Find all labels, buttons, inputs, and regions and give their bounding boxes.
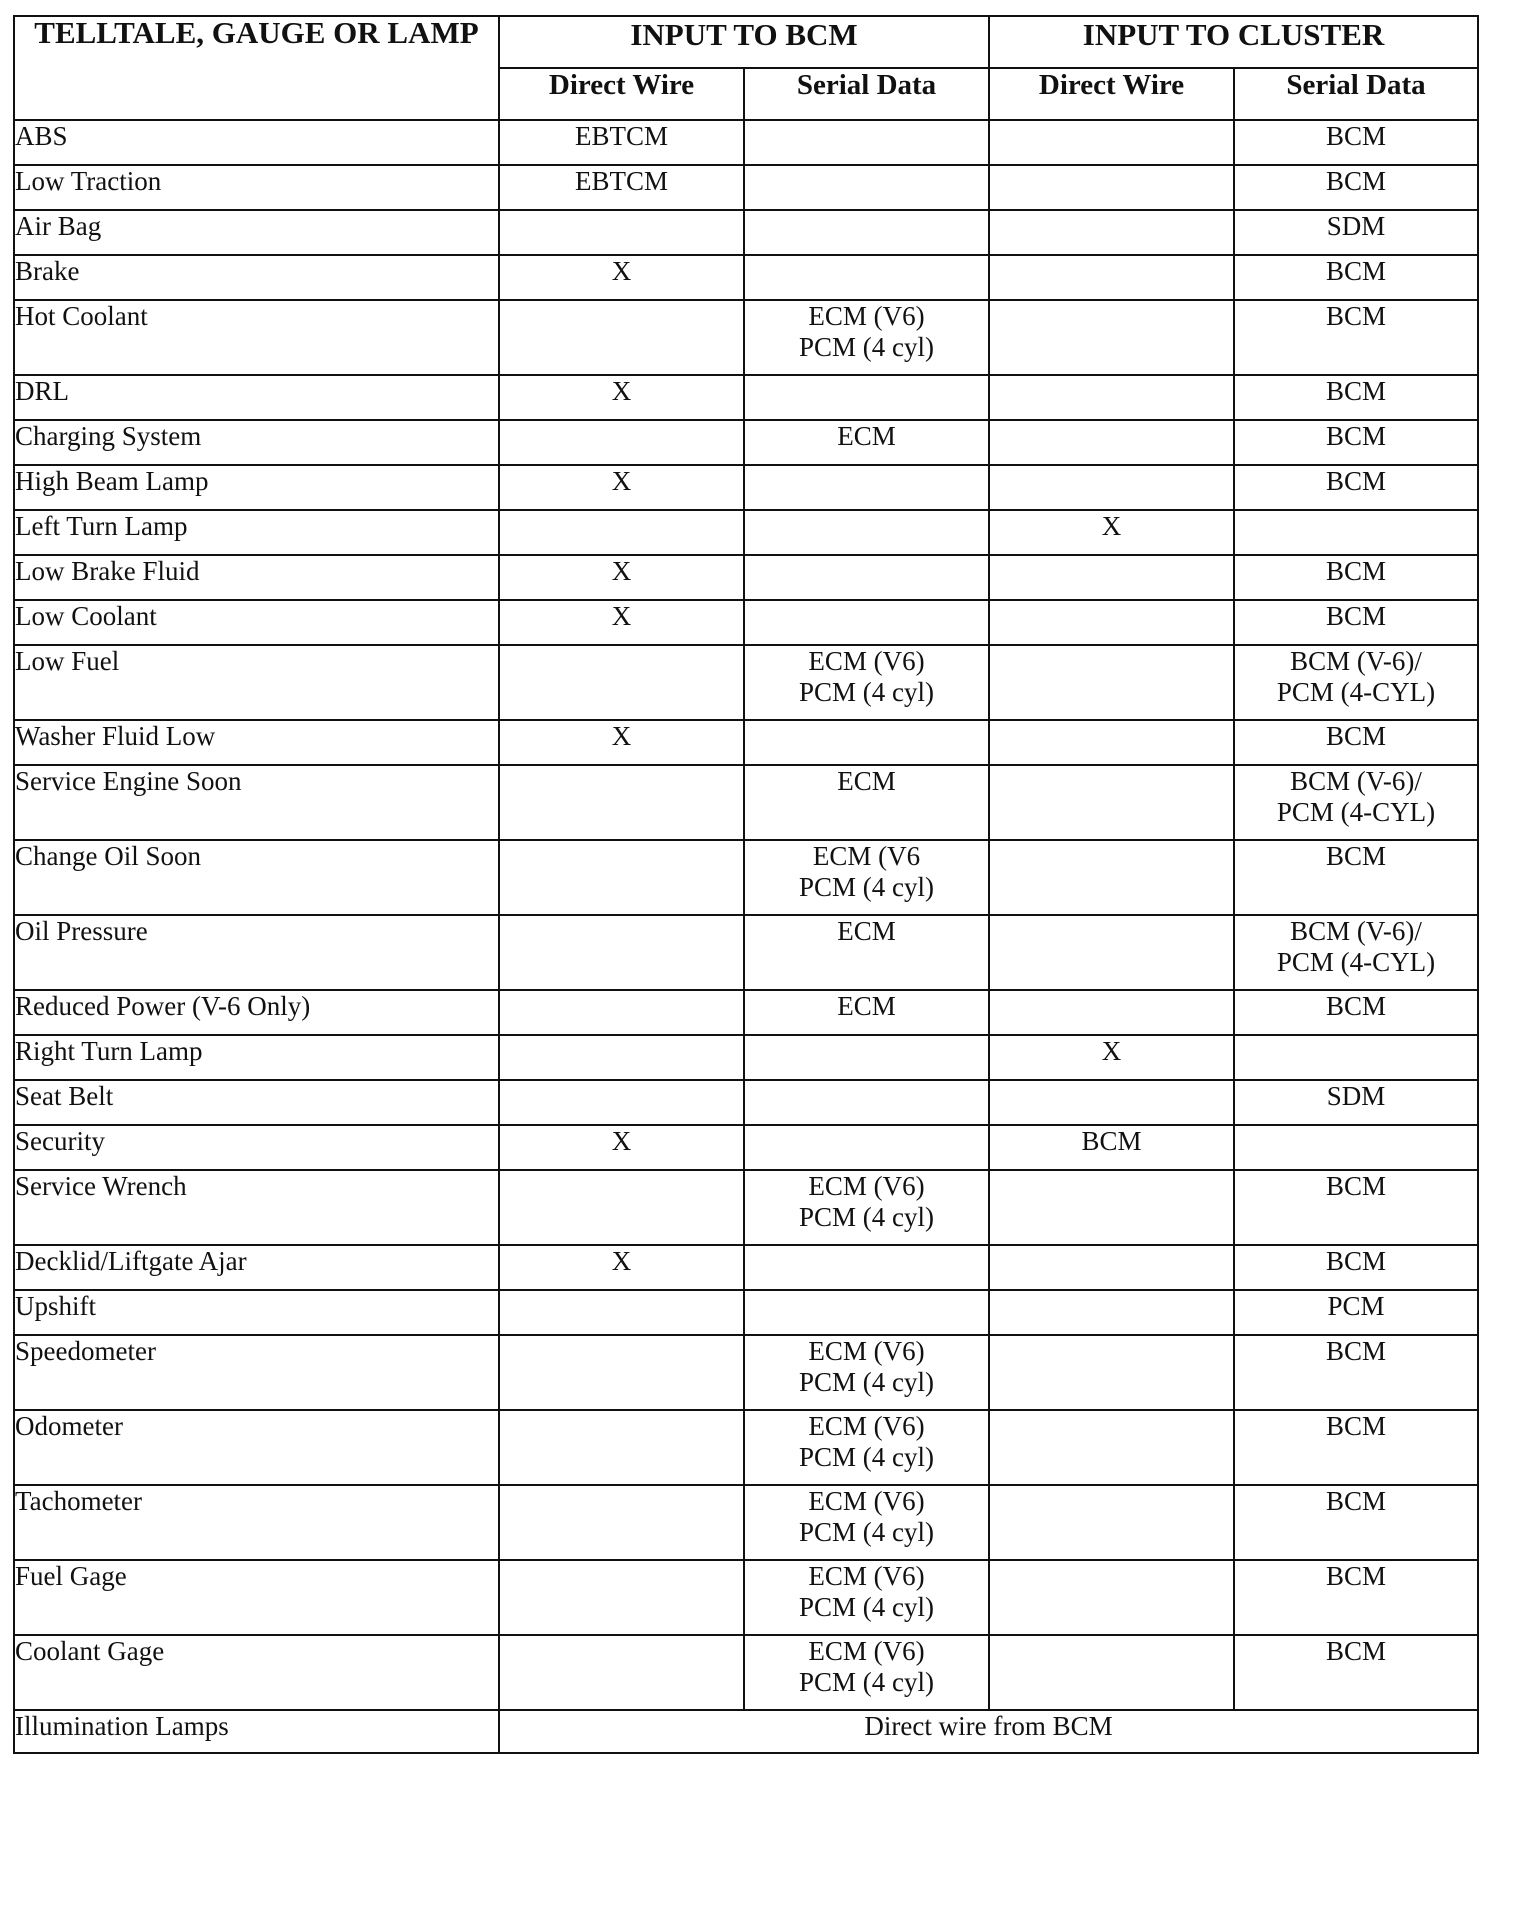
cell-bcm-serial-data: ECM (V6) PCM (4 cyl) [744, 645, 989, 720]
cell-cluster-serial-data: BCM [1234, 990, 1478, 1035]
table-body [14, 120, 1478, 1753]
row-item-label: Odometer [14, 1410, 499, 1485]
cell-bcm-serial-data [744, 255, 989, 300]
cell-cluster-serial-data: BCM [1234, 1560, 1478, 1635]
cell-bcm-serial-data [744, 1125, 989, 1170]
table-row [14, 555, 1478, 600]
cell-bcm-direct-wire [499, 840, 744, 915]
cell-cluster-serial-data: BCM [1234, 300, 1478, 375]
table-row [14, 420, 1478, 465]
row-item-label: Security [14, 1125, 499, 1170]
row-item-label: Tachometer [14, 1485, 499, 1560]
cell-cluster-direct-wire [989, 915, 1234, 990]
cell-cluster-direct-wire [989, 720, 1234, 765]
cell-cluster-serial-data: SDM [1234, 210, 1478, 255]
cell-cluster-direct-wire [989, 120, 1234, 165]
cell-bcm-serial-data: ECM [744, 990, 989, 1035]
cell-bcm-serial-data [744, 720, 989, 765]
cell-bcm-serial-data: ECM (V6) PCM (4 cyl) [744, 1560, 989, 1635]
cell-cluster-direct-wire [989, 465, 1234, 510]
cell-bcm-direct-wire [499, 210, 744, 255]
cell-cluster-serial-data: BCM [1234, 840, 1478, 915]
cell-cluster-serial-data: PCM [1234, 1290, 1478, 1335]
illumination-note: Direct wire from BCM [499, 1710, 1478, 1753]
cell-bcm-direct-wire: X [499, 465, 744, 510]
row-item-label: High Beam Lamp [14, 465, 499, 510]
cell-bcm-direct-wire: X [499, 1245, 744, 1290]
cell-bcm-serial-data [744, 555, 989, 600]
row-item-label: Air Bag [14, 210, 499, 255]
cell-bcm-direct-wire: X [499, 375, 744, 420]
cell-cluster-serial-data: BCM [1234, 165, 1478, 210]
table-row [14, 1080, 1478, 1125]
table-row [14, 1170, 1478, 1245]
cell-cluster-serial-data: BCM [1234, 600, 1478, 645]
cell-cluster-serial-data: BCM [1234, 1170, 1478, 1245]
cell-cluster-serial-data: BCM [1234, 1635, 1478, 1710]
cell-bcm-serial-data: ECM (V6) PCM (4 cyl) [744, 1635, 989, 1710]
table-row [14, 165, 1478, 210]
table-row [14, 375, 1478, 420]
cell-cluster-direct-wire [989, 420, 1234, 465]
header-cluster-serial-data: Serial Data [1234, 68, 1478, 120]
cell-bcm-direct-wire: EBTCM [499, 120, 744, 165]
cell-cluster-direct-wire [989, 1080, 1234, 1125]
cell-cluster-direct-wire [989, 165, 1234, 210]
cell-cluster-serial-data: BCM [1234, 1485, 1478, 1560]
row-item-label: Right Turn Lamp [14, 1035, 499, 1080]
row-item-label: Hot Coolant [14, 300, 499, 375]
cell-bcm-direct-wire: X [499, 555, 744, 600]
cell-cluster-serial-data: BCM [1234, 1410, 1478, 1485]
cell-cluster-serial-data: BCM [1234, 555, 1478, 600]
cell-bcm-serial-data: ECM (V6 PCM (4 cyl) [744, 840, 989, 915]
row-item-label: Reduced Power (V-6 Only) [14, 990, 499, 1035]
table-row [14, 255, 1478, 300]
table-row [14, 120, 1478, 165]
row-item-label: Coolant Gage [14, 1635, 499, 1710]
header-input-to-bcm: INPUT TO BCM [499, 16, 989, 68]
table-row [14, 765, 1478, 840]
row-item-label: ABS [14, 120, 499, 165]
cell-cluster-serial-data: SDM [1234, 1080, 1478, 1125]
cell-cluster-direct-wire [989, 1335, 1234, 1410]
cell-bcm-serial-data: ECM [744, 420, 989, 465]
cell-bcm-serial-data [744, 210, 989, 255]
cell-bcm-direct-wire [499, 420, 744, 465]
table-row [14, 840, 1478, 915]
cell-bcm-serial-data [744, 1245, 989, 1290]
table-row [14, 990, 1478, 1035]
cell-bcm-serial-data [744, 1035, 989, 1080]
cell-bcm-direct-wire [499, 990, 744, 1035]
cell-cluster-direct-wire [989, 840, 1234, 915]
row-item-label: Low Traction [14, 165, 499, 210]
cell-cluster-serial-data: BCM [1234, 420, 1478, 465]
row-item-label: Washer Fluid Low [14, 720, 499, 765]
cell-bcm-direct-wire [499, 1410, 744, 1485]
table-row [14, 1635, 1478, 1710]
cell-bcm-direct-wire [499, 1485, 744, 1560]
cell-cluster-serial-data [1234, 510, 1478, 555]
cell-cluster-serial-data: BCM [1234, 120, 1478, 165]
row-item-label: Service Wrench [14, 1170, 499, 1245]
cell-cluster-serial-data: BCM [1234, 465, 1478, 510]
cell-cluster-direct-wire: X [989, 510, 1234, 555]
cell-bcm-serial-data: ECM (V6) PCM (4 cyl) [744, 1485, 989, 1560]
cell-bcm-direct-wire [499, 915, 744, 990]
cell-bcm-direct-wire: X [499, 1125, 744, 1170]
cell-cluster-direct-wire [989, 990, 1234, 1035]
cell-cluster-direct-wire: X [989, 1035, 1234, 1080]
cell-bcm-direct-wire: EBTCM [499, 165, 744, 210]
row-item-label: Seat Belt [14, 1080, 499, 1125]
cell-cluster-direct-wire [989, 210, 1234, 255]
table-row [14, 645, 1478, 720]
cell-bcm-serial-data: ECM [744, 765, 989, 840]
table-row [14, 600, 1478, 645]
cell-cluster-direct-wire: BCM [989, 1125, 1234, 1170]
header-input-to-cluster: INPUT TO CLUSTER [989, 16, 1478, 68]
cell-cluster-serial-data: BCM [1234, 1245, 1478, 1290]
cell-bcm-serial-data [744, 165, 989, 210]
cell-bcm-direct-wire [499, 510, 744, 555]
cell-bcm-direct-wire [499, 1635, 744, 1710]
table-row [14, 1035, 1478, 1080]
cell-bcm-direct-wire [499, 300, 744, 375]
cell-cluster-direct-wire [989, 1635, 1234, 1710]
table-row [14, 1410, 1478, 1485]
row-item-label: Illumination Lamps [14, 1710, 499, 1753]
telltale-input-table [13, 15, 1479, 1754]
table-row [14, 1485, 1478, 1560]
cell-bcm-serial-data [744, 465, 989, 510]
cell-cluster-serial-data: BCM [1234, 255, 1478, 300]
cell-bcm-direct-wire [499, 765, 744, 840]
cell-bcm-direct-wire [499, 1080, 744, 1125]
cell-bcm-serial-data [744, 510, 989, 555]
cell-bcm-serial-data: ECM [744, 915, 989, 990]
cell-bcm-serial-data [744, 600, 989, 645]
row-item-label: Low Fuel [14, 645, 499, 720]
table-row [14, 1335, 1478, 1410]
table-row [14, 1560, 1478, 1635]
row-item-label: Fuel Gage [14, 1560, 499, 1635]
cell-bcm-direct-wire: X [499, 255, 744, 300]
row-item-label: Brake [14, 255, 499, 300]
table-row [14, 210, 1478, 255]
cell-bcm-direct-wire: X [499, 720, 744, 765]
row-item-label: Speedometer [14, 1335, 499, 1410]
header-bcm-serial-data: Serial Data [744, 68, 989, 120]
table-row-illumination-lamps [14, 1710, 1478, 1753]
cell-cluster-direct-wire [989, 765, 1234, 840]
cell-cluster-serial-data [1234, 1035, 1478, 1080]
table-row [14, 720, 1478, 765]
header-telltale-gauge-lamp: TELLTALE, GAUGE OR LAMP [14, 16, 499, 120]
row-item-label: DRL [14, 375, 499, 420]
cell-bcm-direct-wire [499, 645, 744, 720]
cell-cluster-direct-wire [989, 1560, 1234, 1635]
cell-cluster-serial-data: BCM [1234, 375, 1478, 420]
header-cluster-direct-wire: Direct Wire [989, 68, 1234, 120]
cell-cluster-direct-wire [989, 600, 1234, 645]
cell-cluster-serial-data: BCM [1234, 1335, 1478, 1410]
table-row [14, 1125, 1478, 1170]
table-row [14, 1245, 1478, 1290]
cell-bcm-direct-wire [499, 1035, 744, 1080]
cell-cluster-direct-wire [989, 1170, 1234, 1245]
table-row [14, 510, 1478, 555]
cell-cluster-direct-wire [989, 555, 1234, 600]
row-item-label: Service Engine Soon [14, 765, 499, 840]
cell-bcm-serial-data [744, 1080, 989, 1125]
cell-bcm-serial-data: ECM (V6) PCM (4 cyl) [744, 1170, 989, 1245]
cell-bcm-direct-wire [499, 1560, 744, 1635]
cell-cluster-serial-data: BCM (V-6)/ PCM (4-CYL) [1234, 915, 1478, 990]
cell-cluster-serial-data: BCM (V-6)/ PCM (4-CYL) [1234, 645, 1478, 720]
cell-cluster-direct-wire [989, 645, 1234, 720]
table-row [14, 915, 1478, 990]
cell-cluster-direct-wire [989, 1410, 1234, 1485]
row-item-label: Charging System [14, 420, 499, 465]
row-item-label: Upshift [14, 1290, 499, 1335]
cell-cluster-serial-data: BCM (V-6)/ PCM (4-CYL) [1234, 765, 1478, 840]
cell-cluster-direct-wire [989, 1485, 1234, 1560]
row-item-label: Decklid/Liftgate Ajar [14, 1245, 499, 1290]
row-item-label: Change Oil Soon [14, 840, 499, 915]
cell-cluster-serial-data [1234, 1125, 1478, 1170]
cell-bcm-direct-wire [499, 1290, 744, 1335]
cell-cluster-serial-data: BCM [1234, 720, 1478, 765]
cell-cluster-direct-wire [989, 375, 1234, 420]
cell-bcm-serial-data [744, 375, 989, 420]
cell-bcm-serial-data: ECM (V6) PCM (4 cyl) [744, 1335, 989, 1410]
table-row [14, 300, 1478, 375]
cell-bcm-serial-data [744, 120, 989, 165]
cell-bcm-serial-data [744, 1290, 989, 1335]
cell-cluster-direct-wire [989, 300, 1234, 375]
cell-bcm-serial-data: ECM (V6) PCM (4 cyl) [744, 1410, 989, 1485]
row-item-label: Low Brake Fluid [14, 555, 499, 600]
cell-bcm-direct-wire [499, 1170, 744, 1245]
row-item-label: Oil Pressure [14, 915, 499, 990]
cell-cluster-direct-wire [989, 1245, 1234, 1290]
row-item-label: Left Turn Lamp [14, 510, 499, 555]
table-row [14, 1290, 1478, 1335]
row-item-label: Low Coolant [14, 600, 499, 645]
cell-cluster-direct-wire [989, 1290, 1234, 1335]
cell-bcm-direct-wire: X [499, 600, 744, 645]
header-bcm-direct-wire: Direct Wire [499, 68, 744, 120]
cell-cluster-direct-wire [989, 255, 1234, 300]
table-row [14, 465, 1478, 510]
cell-bcm-direct-wire [499, 1335, 744, 1410]
cell-bcm-serial-data: ECM (V6) PCM (4 cyl) [744, 300, 989, 375]
